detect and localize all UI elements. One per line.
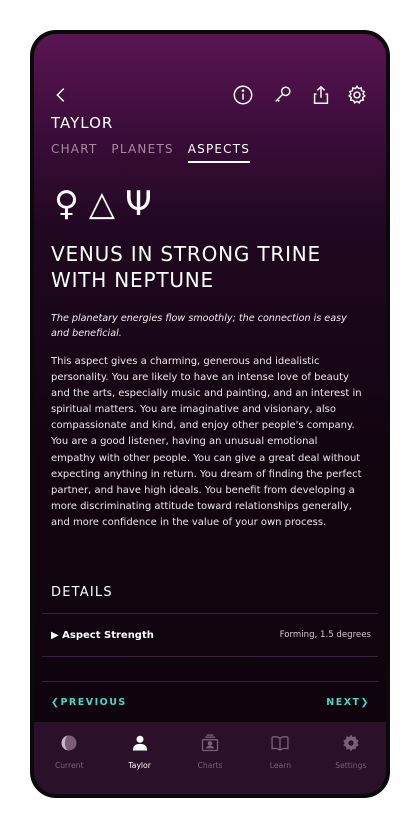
open-book-icon <box>269 732 291 754</box>
next-button[interactable]: NEXT❯ <box>326 697 370 708</box>
divider <box>42 681 378 682</box>
tabbar-label: Current <box>54 761 84 770</box>
top-toolbar <box>34 82 386 110</box>
detail-label: ▶ Aspect Strength <box>51 629 154 641</box>
share-icon[interactable] <box>308 82 334 108</box>
profile-title: TAYLOR <box>51 114 114 132</box>
person-icon <box>129 732 151 754</box>
trine-glyph-icon: △ <box>88 184 116 224</box>
moon-phase-icon <box>58 732 80 754</box>
tabbar-item-settings[interactable] <box>316 722 386 794</box>
gear-icon[interactable] <box>344 82 370 108</box>
phone-screen <box>30 30 390 798</box>
venus-glyph-icon: ♀ <box>54 184 79 224</box>
info-icon[interactable] <box>230 82 256 108</box>
neptune-glyph-icon: Ψ <box>125 184 152 224</box>
aspect-description: This aspect gives a charming, generous and idealistic personality. You are likely to have an intense love of beauty and the arts, especially music and painting, and an interest in spiritual matters. You are imaginative and visionary, also compassionate and kind, and enjoy other people's company. You are a good listener, having an unusual emotional empathy with other people. You can give a great deal without expecting anything in return. You dream of finding the perfect partner, and have high ideals. You benefit from developing a more discriminating attitude toward relationships generally, and more confidence in the value of your own process. <box>51 356 362 528</box>
details-heading: DETAILS <box>51 585 113 600</box>
tabbar-label: Settings <box>335 761 367 770</box>
aspect-glyphs <box>54 184 152 224</box>
tabbar-label: Taylor <box>128 761 151 770</box>
back-icon[interactable] <box>48 82 74 108</box>
bottom-tab-bar <box>34 722 386 794</box>
tab-planets[interactable]: PLANETS <box>111 142 174 156</box>
section-tabs <box>51 142 250 163</box>
tabbar-item-learn[interactable] <box>245 722 315 794</box>
key-icon[interactable] <box>270 82 296 108</box>
tabbar-item-taylor[interactable] <box>104 722 174 794</box>
tab-chart[interactable]: CHART <box>51 142 98 156</box>
gear-icon <box>340 732 362 754</box>
detail-row-aspect-strength[interactable] <box>51 626 371 644</box>
tab-aspects[interactable]: ASPECTS <box>188 142 250 163</box>
divider <box>42 656 378 657</box>
tabbar-label: Charts <box>197 761 223 770</box>
divider <box>42 613 378 614</box>
detail-value: Forming, 1.5 degrees <box>279 630 371 640</box>
pager <box>34 684 386 714</box>
previous-button[interactable]: ❮PREVIOUS <box>51 697 127 708</box>
tabbar-item-charts[interactable] <box>175 722 245 794</box>
charts-stack-icon <box>199 732 221 754</box>
tabbar-item-current[interactable] <box>34 722 104 794</box>
aspect-summary: The planetary energies flow smoothly; the connection is easy and beneficial. <box>51 313 347 339</box>
aspect-title: VENUS IN STRONG TRINE WITH NEPTUNE <box>51 242 321 292</box>
tabbar-label: Learn <box>269 761 292 770</box>
